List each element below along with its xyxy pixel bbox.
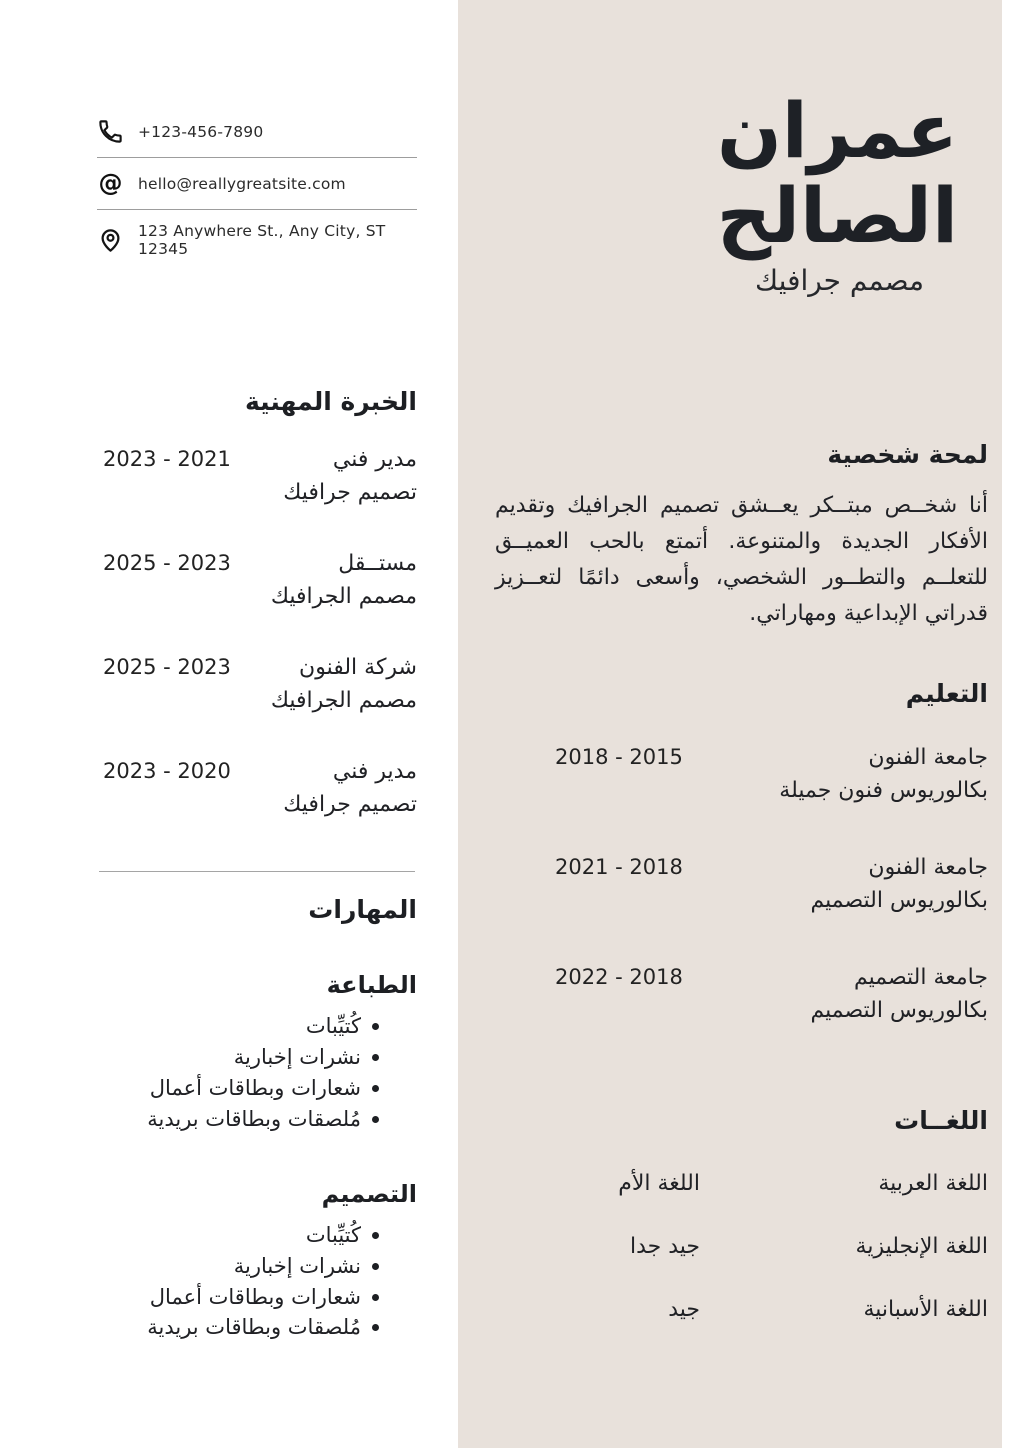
skill-label: مُلصقات وبطاقات بريدية bbox=[147, 1106, 361, 1131]
skill-label: نشرات إخبارية bbox=[233, 1253, 361, 1278]
skill-label: شعارات وبطاقات أعمال bbox=[149, 1075, 361, 1100]
experience-title: مدير فني bbox=[332, 758, 417, 784]
contact-email-row bbox=[97, 157, 417, 209]
bullet-icon bbox=[372, 1023, 379, 1030]
education-dates: 2018 - 2021 bbox=[555, 854, 683, 879]
email-icon: @ bbox=[98, 169, 123, 197]
experience-dates: 2021 - 2023 bbox=[103, 446, 231, 471]
right-column bbox=[458, 0, 1002, 1448]
bullet-icon bbox=[372, 1263, 379, 1270]
contact-phone-row bbox=[97, 106, 417, 157]
education-degree: بكالوريوس التصميم bbox=[810, 997, 988, 1023]
email-address: hello@reallygreatsite.com bbox=[138, 174, 346, 193]
street-address: 123 Anywhere St., Any City, ST 12345 bbox=[138, 222, 386, 258]
experience-item bbox=[97, 547, 417, 613]
languages-section bbox=[495, 1105, 988, 1327]
skill-item bbox=[97, 1282, 379, 1313]
language-level: اللغة الأم bbox=[618, 1171, 700, 1197]
experience-title: مستــقل bbox=[338, 550, 417, 576]
skill-item bbox=[97, 1312, 379, 1343]
language-level: جيد bbox=[668, 1297, 700, 1323]
bullet-icon bbox=[372, 1232, 379, 1239]
bullet-icon bbox=[372, 1054, 379, 1061]
experience-dates: 2023 - 2025 bbox=[103, 654, 231, 679]
education-school: جامعة التصميم bbox=[853, 964, 988, 990]
experience-dates: 2023 - 2025 bbox=[103, 550, 231, 575]
experience-title: شركة الفنون bbox=[299, 654, 417, 680]
language-name: اللغة الأسبانية bbox=[863, 1297, 988, 1323]
skill-item bbox=[97, 1073, 379, 1104]
education-school: جامعة الفنون bbox=[868, 854, 988, 880]
education-item bbox=[495, 961, 988, 1027]
location-icon bbox=[97, 227, 124, 254]
profile-heading: لمحة شخصية bbox=[827, 440, 988, 470]
experience-title: مدير فني bbox=[332, 446, 417, 472]
experience-subtitle: تصميم جرافيك bbox=[283, 479, 417, 505]
skill-group-printing bbox=[97, 970, 417, 1135]
education-dates: 2018 - 2022 bbox=[555, 964, 683, 989]
language-row bbox=[495, 1230, 988, 1263]
skill-label: كُتيِّبات bbox=[305, 1222, 361, 1247]
education-degree: بكالوريوس التصميم bbox=[810, 887, 988, 913]
language-row bbox=[495, 1293, 988, 1326]
language-row bbox=[495, 1167, 988, 1200]
skill-item bbox=[97, 1042, 379, 1073]
skill-group-heading: التصميم bbox=[321, 1179, 417, 1208]
person-name: عمران الصالح bbox=[716, 86, 958, 261]
skill-list bbox=[97, 1011, 417, 1134]
experience-dates: 2020 - 2023 bbox=[103, 758, 231, 783]
section-divider bbox=[99, 871, 415, 872]
skill-list bbox=[97, 1220, 417, 1343]
phone-icon bbox=[97, 118, 124, 145]
experience-heading: الخبرة المهنية bbox=[245, 387, 417, 416]
profile-section bbox=[495, 439, 988, 632]
left-column bbox=[0, 0, 458, 1448]
language-name: اللغة الإنجليزية bbox=[855, 1234, 988, 1260]
profile-text: أنا شخــص مبتــكر يعــشق تصميم الجرافيك وتقديم الأفكار الجديدة والمتنوعة. أتمتع بالحب العميــق للتعلــم والتطــور الشخصي، وأسعى دائمًا لتعــزيز قدراتي الإبداعية ومهاراتي. bbox=[495, 492, 988, 626]
skill-group-design bbox=[97, 1179, 417, 1344]
language-name: اللغة العربية bbox=[878, 1171, 988, 1197]
skill-label: مُلصقات وبطاقات بريدية bbox=[147, 1315, 361, 1340]
skills-heading: المهارات bbox=[308, 894, 417, 924]
experience-item bbox=[97, 755, 417, 821]
skill-label: نشرات إخبارية bbox=[233, 1045, 361, 1070]
identity-header bbox=[495, 88, 988, 297]
education-section bbox=[495, 678, 988, 1027]
experience-subtitle: مصمم الجرافيك bbox=[270, 687, 417, 713]
experience-subtitle: مصمم الجرافيك bbox=[270, 583, 417, 609]
bullet-icon bbox=[372, 1324, 379, 1331]
language-level: جيد جدا bbox=[629, 1234, 700, 1260]
bullet-icon bbox=[372, 1294, 379, 1301]
skill-item bbox=[97, 1011, 379, 1042]
experience-subtitle: تصميم جرافيك bbox=[283, 791, 417, 817]
job-title: مصمم جرافيك bbox=[755, 264, 924, 298]
skill-item bbox=[97, 1104, 379, 1135]
experience-item bbox=[97, 443, 417, 509]
skill-label: شعارات وبطاقات أعمال bbox=[149, 1284, 361, 1309]
skills-section bbox=[97, 894, 417, 1344]
education-degree: بكالوريوس فنون جميلة bbox=[779, 777, 988, 803]
education-heading: التعليم bbox=[905, 679, 988, 709]
education-school: جامعة الفنون bbox=[868, 744, 988, 770]
page-right-margin bbox=[1002, 0, 1024, 1448]
languages-heading: اللغــات bbox=[894, 1105, 988, 1135]
experience-item bbox=[97, 651, 417, 717]
education-item bbox=[495, 741, 988, 807]
skill-group-heading: الطباعة bbox=[326, 971, 417, 999]
experience-section bbox=[97, 386, 417, 821]
contact-section bbox=[97, 106, 417, 270]
phone-number: +123-456-7890 bbox=[138, 122, 264, 141]
education-item bbox=[495, 851, 988, 917]
skill-item bbox=[97, 1251, 379, 1282]
education-dates: 2015 - 2018 bbox=[555, 744, 683, 769]
bullet-icon bbox=[372, 1085, 379, 1092]
contact-address-row bbox=[97, 209, 417, 270]
bullet-icon bbox=[372, 1116, 379, 1123]
skill-item bbox=[97, 1220, 379, 1251]
skill-label: كُتيِّبات bbox=[305, 1014, 361, 1039]
